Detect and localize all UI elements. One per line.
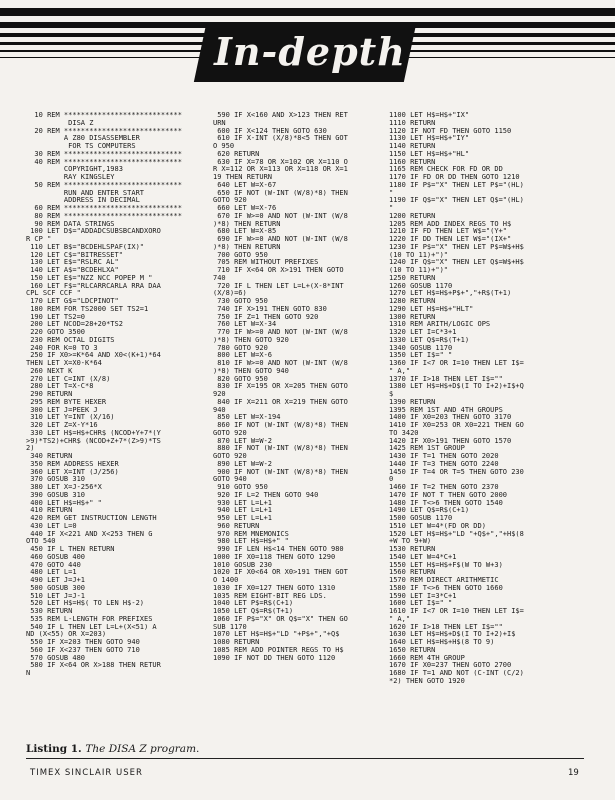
code-line: 260 NEXT K xyxy=(26,367,73,375)
code-line: 340 RETURN xyxy=(26,453,73,460)
code-line: 19 THEN RETURN xyxy=(213,174,273,181)
code-line: 1030 IF X0=127 THEN GOTO 1310 xyxy=(213,584,336,592)
code-line: RUN AND ENTER START xyxy=(26,189,145,197)
code-line: 860 IF NOT (W-INT (W/8)*8) THEN xyxy=(213,422,348,429)
code-line: 1560 RETURN xyxy=(389,569,436,577)
code-line: 110 LET B$="BCDEHLSPAF(IX)" xyxy=(26,243,145,251)
code-line: 20 REM **************************** xyxy=(26,127,182,135)
code-line: 10 REM **************************** xyxy=(26,112,182,119)
code-line: 1350 LET I$=" " xyxy=(389,352,453,360)
caption-text: The DISA Z program. xyxy=(85,743,200,755)
code-line: 1410 IF X0=253 OR X0=221 THEN GO xyxy=(389,422,524,429)
code-line: 1040 LET P$=R$(C+1) xyxy=(213,600,294,608)
code-line: 1080 RETURN xyxy=(213,639,260,646)
code-line: 370 GOSUB 310 xyxy=(26,476,86,484)
code-line: ND (X<55) OR X=203) xyxy=(26,631,107,639)
code-line: 705 REM WITHOUT PREFIXES xyxy=(213,259,319,267)
code-line: 410 RETURN xyxy=(26,507,73,515)
listing-column-2 xyxy=(213,112,393,662)
caption-label: Listing 1. xyxy=(26,743,82,755)
header-stripe xyxy=(0,8,615,16)
code-line: 1380 LET H$=H$+D$(I TO I+2)+I$+Q xyxy=(389,383,524,391)
code-line: 480 LET L=1 xyxy=(26,569,77,577)
code-line: 910 GOTO 950 xyxy=(213,484,268,491)
code-line: 510 LET J=J-1 xyxy=(26,592,86,600)
code-line: 1130 LET H$=H$+"IY" xyxy=(389,135,470,143)
code-line: 520 LET H$=H$( TO LEN H$-2) xyxy=(26,600,145,608)
code-line: )*8) THEN RETURN xyxy=(213,243,281,251)
code-line: 1540 LET W=4*C+1 xyxy=(389,553,457,561)
code-line: 1660 REM 4TH GROUP xyxy=(389,654,465,662)
code-line: 1580 IF T<>6 THEN GOTO 1660 xyxy=(389,584,503,592)
code-line: (X/8)=6) xyxy=(213,290,247,298)
code-line: 870 LET W=W-2 xyxy=(213,437,273,445)
code-line: R CP " xyxy=(26,236,52,243)
code-line: DISA Z xyxy=(26,119,94,127)
listing-caption xyxy=(26,743,199,755)
code-line: 310 LET Y=INT (X/16) xyxy=(26,414,115,422)
code-line: 1670 IF X0=237 THEN GOTO 2700 xyxy=(389,662,512,670)
code-line: 1570 REM DIRECT ARITHMETIC xyxy=(389,577,499,584)
code-line: OTO 540 xyxy=(26,538,56,546)
code-line: R X=112 OR X=113 OR X=118 OR X=1 xyxy=(213,166,348,174)
code-line: 1460 IF T=2 THEN GOTO 2370 xyxy=(389,484,499,491)
code-line: 750 IF Z=1 THEN GOTO 920 xyxy=(213,313,319,321)
code-line: 740 xyxy=(213,274,226,282)
code-line: 1610 IF I<7 OR I=10 THEN LET I$= xyxy=(389,608,524,615)
code-line: CPL SCF CCF " xyxy=(26,290,81,298)
code-line: 460 GOSUB 400 xyxy=(26,553,86,561)
code-line: 900 IF NOT (W-INT (W/8)*8) THEN xyxy=(213,468,348,476)
code-line: 1250 RETURN xyxy=(389,274,436,282)
code-line: 1500 GOSUB 1170 xyxy=(389,515,453,522)
code-line: 610 IF X-INT (X/8)*8<5 THEN GOT xyxy=(213,135,348,143)
code-line: O 1400 xyxy=(213,577,239,584)
code-line: THEN LET X=X0-K*64 xyxy=(26,360,102,367)
code-line: 180 REM FOR TS2000 SET TS2=1 xyxy=(26,305,149,313)
code-line: 535 REM L-LENGTH FOR PREFIXES xyxy=(26,615,153,623)
code-line: 230 REM OCTAL DIGITS xyxy=(26,336,115,344)
code-line: 740 IF X>191 THEN GOTO 830 xyxy=(213,305,327,313)
code-line: 1650 RETURN xyxy=(389,646,436,654)
code-line: 1240 IF Q$="X" THEN LET Q$=W$+H$ xyxy=(389,259,524,267)
code-line: RAY KINGSLEY xyxy=(26,174,115,181)
code-line: 840 IF X=211 OR X=219 THEN GOTO xyxy=(213,398,348,406)
code-line: 1425 REM 1ST GROUP xyxy=(389,445,465,453)
code-line: 1320 LET I=C*3+1 xyxy=(389,329,457,336)
code-line: 690 IF W>=0 AND NOT (W-INT (W/8 xyxy=(213,236,348,243)
code-line: 1470 IF NOT T THEN GOTO 2000 xyxy=(389,491,508,499)
code-line: 170 LET G$="LDCPINOT" xyxy=(26,298,119,305)
code-line: 140 LET A$="BCDEHLXA" xyxy=(26,267,119,274)
code-line: 1530 RETURN xyxy=(389,546,436,553)
code-line: 1020 IF X0<64 OR X0>191 THEN GOT xyxy=(213,569,348,577)
code-line: 190 LET TS2=0 xyxy=(26,313,86,321)
code-line: 1680 IF T=1 AND NOT (C-INT (C/2) xyxy=(389,670,524,677)
code-line: 450 IF L THEN RETURN xyxy=(26,546,115,553)
code-line: 1550 LET H$=H$+F$(W TO W+3) xyxy=(389,561,503,569)
code-line: 920 xyxy=(213,391,226,398)
code-line: 1230 IF P$="X" THEN LET P$=W$+H$ xyxy=(389,243,524,251)
code-line: 1050 LET Q$=R$(T+1) xyxy=(213,608,294,615)
code-line: $ xyxy=(389,391,394,398)
code-line: 320 LET Z=X-Y*16 xyxy=(26,422,98,429)
code-line: 420 REM GET INSTRUCTION LENGTH xyxy=(26,515,157,522)
code-line: 1000 IF X0=118 THEN GOTO 1290 xyxy=(213,553,336,561)
code-line: 380 LET X=J-256*X xyxy=(26,484,102,491)
code-line: 700 GOTO 950 xyxy=(213,251,268,259)
code-line: 1480 IF T<>6 THEN GOTO 1540 xyxy=(389,499,503,507)
code-line: 290 RETURN xyxy=(26,391,73,398)
code-line: 1370 IF I>18 THEN LET I$="" xyxy=(389,375,503,383)
code-line: (10 TO 11)+")" xyxy=(389,267,449,274)
code-line: O 950 xyxy=(213,143,235,150)
code-line: 1620 IF I>18 THEN LET I$="" xyxy=(389,623,503,631)
code-line: 640 LET W=X-67 xyxy=(213,181,277,189)
code-line: 770 IF W>=0 AND NOT (W-INT (W/8 xyxy=(213,329,348,336)
code-line: 1270 LET H$=H$+P$+","+R$(T+1) xyxy=(389,290,512,298)
code-line: 800 LET W=X-6 xyxy=(213,352,273,360)
code-line: COPYRIGHT,1983 xyxy=(26,166,123,174)
code-line: 1260 GOSUB 1170 xyxy=(389,282,453,290)
code-line: 400 LET H$=H$+" " xyxy=(26,499,102,507)
code-line: 990 IF LEN H$<14 THEN GOTO 980 xyxy=(213,546,344,553)
code-line: )*8) THEN GOTO 940 xyxy=(213,367,289,375)
code-line: 470 GOTO 440 xyxy=(26,561,81,569)
code-line: 960 RETURN xyxy=(213,522,260,530)
code-line: 30 REM **************************** xyxy=(26,150,182,158)
code-line: 580 IF X<64 OR X>188 THEN RETUR xyxy=(26,662,161,670)
code-line: " xyxy=(389,189,394,197)
code-line: 1300 RETURN xyxy=(389,313,436,321)
code-line: 1150 LET H$=H$+"HL" xyxy=(389,150,470,158)
code-line: 1640 LET H$=H$+H$(8 TO 9) xyxy=(389,639,495,646)
code-line: 850 LET W=X-194 xyxy=(213,414,281,422)
code-line: 330 LET H$=H$+CHR$ (NCOD+Y+7*(Y xyxy=(26,429,161,437)
code-line: 270 LET C=INT (X/8) xyxy=(26,375,111,383)
listing-column-1 xyxy=(26,112,216,678)
code-line: 590 IF X<160 AND X>123 THEN RET xyxy=(213,112,348,119)
code-line: 730 GOTO 950 xyxy=(213,298,268,305)
code-line: 1220 IF DD THEN LET W$="(IX+" xyxy=(389,236,512,243)
code-line: *2) THEN GOTO 1920 xyxy=(389,677,465,685)
code-line: 440 IF X<221 AND X<253 THEN G xyxy=(26,530,153,538)
code-line: " A," xyxy=(389,367,411,375)
code-line: 1170 IF FD OR DD THEN GOTO 1210 xyxy=(389,174,520,181)
code-line: 100 LET D$="ADDADCSUBSBCANDXORO xyxy=(26,228,161,236)
code-line: 1510 LET W=4*(FD OR DD) xyxy=(389,522,486,530)
code-line: 1110 RETURN xyxy=(389,119,436,127)
code-line: 940 LET L=L+1 xyxy=(213,507,273,515)
code-line: 1360 IF I<7 OR I=10 THEN LET I$= xyxy=(389,360,524,367)
footer-rule xyxy=(26,758,584,759)
code-line: 650 IF NOT (W-INT (W/8)*8) THEN xyxy=(213,189,348,197)
code-line: 560 IF X<237 THEN GOTO 710 xyxy=(26,646,140,654)
code-line: 1280 RETURN xyxy=(389,298,436,305)
code-line: 200 LET NCOD=28+20*TS2 xyxy=(26,321,123,329)
code-line: 550 IF X=203 THEN GOTO 940 xyxy=(26,639,140,646)
code-line: 1395 REM 1ST AND 4TH GROUPS xyxy=(389,406,503,414)
code-line: GOTO 920 xyxy=(213,453,247,460)
code-line: 720 IF L THEN LET L=L+(X-8*INT xyxy=(213,282,344,290)
code-line: (10 TO 11)+")" xyxy=(389,251,449,259)
code-line: 830 IF X=195 OR X=205 THEN GOTO xyxy=(213,383,348,391)
code-line: 1085 REM ADD POINTER REGS TO H$ xyxy=(213,646,344,654)
code-line: 80 REM **************************** xyxy=(26,212,182,220)
code-line: 1090 IF NOT DD THEN GOTO 1120 xyxy=(213,654,336,662)
code-line: 820 GOTO 950 xyxy=(213,375,268,383)
code-line: 600 IF X<124 THEN GOTO 630 xyxy=(213,127,327,135)
code-line: 1440 IF T=3 THEN GOTO 2240 xyxy=(389,460,499,468)
code-line: +W TO 9+W) xyxy=(389,538,432,546)
code-line: ADDRESS IN DECIMAL xyxy=(26,197,140,205)
code-line: 1060 IF P$="X" OR Q$="X" THEN GO xyxy=(213,615,348,623)
code-line: 930 LET L=L+1 xyxy=(213,499,273,507)
code-line: 1590 LET I=3*C+1 xyxy=(389,592,457,600)
code-line: 780 GOTO 920 xyxy=(213,344,268,352)
code-line: GOTO 940 xyxy=(213,476,247,484)
code-line: 1600 LET I$=" " xyxy=(389,600,453,608)
section-title: In-depth xyxy=(214,29,406,74)
code-line: 130 LET E$="RSLRC AL" xyxy=(26,259,119,267)
code-line: 760 LET W=X-34 xyxy=(213,321,277,329)
code-line: 295 REM BYTE HEXER xyxy=(26,398,107,406)
code-line: GOTO 920 xyxy=(213,197,247,205)
code-line: 570 GOSUB 480 xyxy=(26,654,86,662)
code-line: GOTO 920 xyxy=(213,429,247,437)
code-line: 300 LET J=PEEK J xyxy=(26,406,98,414)
code-line: 1070 LET H$=H$+"LD "+P$+","+Q$ xyxy=(213,631,340,639)
code-line: 630 IF X=78 OR X=102 OR X=110 O xyxy=(213,158,348,166)
code-line: 1340 GOSUB 1170 xyxy=(389,344,453,352)
code-line: 1310 REM ARITH/LOGIC OPS xyxy=(389,321,491,329)
page-number: 19 xyxy=(568,768,579,778)
code-line: 1430 IF T=1 THEN GOTO 2020 xyxy=(389,453,499,460)
code-line: 1630 LET H$=H$+D$(I TO I+2)+I$ xyxy=(389,631,516,639)
code-line: 530 RETURN xyxy=(26,608,73,615)
code-line: 880 IF NOT (W-INT (W/8)*8) THEN xyxy=(213,445,348,453)
code-line: 1165 REM CHECK FOR FD OR DD xyxy=(389,166,503,174)
listing-column-3 xyxy=(389,112,569,686)
code-line: 390 GOSUB 310 xyxy=(26,491,86,499)
code-line: 500 GOSUB 300 xyxy=(26,584,86,592)
code-line: )*8) THEN GOTO 920 xyxy=(213,336,289,344)
code-line: 90 REM DATA STRINGS xyxy=(26,220,115,228)
code-line: 220 GOTO 3500 xyxy=(26,329,86,336)
code-line: 1160 RETURN xyxy=(389,158,436,166)
code-line: 1120 IF NOT FD THEN GOTO 1150 xyxy=(389,127,512,135)
code-line: 1010 GOSUB 230 xyxy=(213,561,273,569)
code-line: 1420 IF X0>191 THEN GOTO 1570 xyxy=(389,437,512,445)
code-line: 1520 LET H$=H$+"LD "+Q$+","+H$(8 xyxy=(389,530,524,538)
code-line: 1400 IF X0=203 THEN GOTO 3170 xyxy=(389,414,512,422)
code-line: FOR TS COMPUTERS xyxy=(26,143,136,150)
code-line: 890 LET W=W-2 xyxy=(213,460,273,468)
code-line: 1190 IF Q$="X" THEN LET Q$="(HL) xyxy=(389,197,524,205)
code-line: 1035 REM EIGHT-BIT REG LDS. xyxy=(213,592,327,600)
code-line: 660 LET W=X-76 xyxy=(213,205,277,212)
code-line: " A," xyxy=(389,615,411,623)
code-line: 430 LET L=0 xyxy=(26,522,77,530)
code-line: SUB 1170 xyxy=(213,623,247,631)
code-line: N xyxy=(26,670,31,677)
code-line: 240 FOR K=0 TO 3 xyxy=(26,344,98,352)
code-line: 0 xyxy=(389,476,394,484)
code-line: 50 REM **************************** xyxy=(26,181,182,189)
code-line: 120 LET C$="BITRESSET" xyxy=(26,251,123,259)
code-line: 680 LET W=X-85 xyxy=(213,228,277,236)
code-line: TO 3420 xyxy=(389,429,419,437)
code-line: 40 REM **************************** xyxy=(26,158,182,166)
code-line: 920 IF L=2 THEN GOTO 940 xyxy=(213,491,319,499)
code-line: 1330 LET Q$=R$(T+1) xyxy=(389,336,470,344)
code-line: 1205 REM ADD INDEX REGS TO H$ xyxy=(389,220,512,228)
code-line: 540 IF L THEN LET L=L+(X<51) A xyxy=(26,623,157,631)
code-line: 1100 LET H$=H$+"IX" xyxy=(389,112,470,119)
code-line: 1490 LET Q$=R$(C+1) xyxy=(389,507,470,515)
code-line: 490 LET J=J+1 xyxy=(26,577,86,584)
code-line: 980 LET H$=H$+" " xyxy=(213,538,289,546)
code-line: 150 LET E$="NZZ NCC POPEP M " xyxy=(26,274,153,282)
code-line: 1140 RETURN xyxy=(389,143,436,150)
code-line: 160 LET F$="RLCARRCARLA RRA DAA xyxy=(26,282,161,290)
code-line: 670 IF W>=0 AND NOT (W-INT (W/8 xyxy=(213,212,348,220)
code-line: A Z80 DISASSEMBLER xyxy=(26,135,140,143)
code-line: 710 IF X<64 OR X>191 THEN GOTO xyxy=(213,267,344,274)
code-line: 1290 LET H$=H$+"HLT" xyxy=(389,305,474,313)
code-line: 360 LET X=INT (J/256) xyxy=(26,468,119,476)
code-line: 1450 IF T=4 OR T=5 THEN GOTO 230 xyxy=(389,468,524,476)
code-line: 1210 IF FD THEN LET W$="(Y+" xyxy=(389,228,508,236)
code-line: 60 REM **************************** xyxy=(26,205,182,212)
publication-name: TIMEX SINCLAIR USER xyxy=(30,768,143,778)
code-line: >9)*TS2)+CHR$ (NCOD+Z+7*(Z>9)*TS xyxy=(26,437,161,445)
code-line: 280 LET T=X-C*8 xyxy=(26,383,94,391)
code-line: 350 REM ADDRESS HEXER xyxy=(26,460,119,468)
code-line: 1200 RETURN xyxy=(389,212,436,220)
code-line: 940 xyxy=(213,406,226,414)
code-line: 620 RETURN xyxy=(213,150,260,158)
code-line: 250 IF X0>=K*64 AND X0<(K+1)*64 xyxy=(26,352,161,360)
code-line: " xyxy=(389,205,394,212)
code-line: 810 IF W>=0 AND NOT (W-INT (W/8 xyxy=(213,360,348,367)
code-line: 970 REM MNEMONICS xyxy=(213,530,289,538)
code-line: URN xyxy=(213,119,226,127)
code-line: 2) xyxy=(26,445,35,453)
code-line: 1180 IF P$="X" THEN LET P$="(HL) xyxy=(389,181,524,189)
code-line: 1390 RETURN xyxy=(389,398,436,406)
code-line: 950 LET L=L+1 xyxy=(213,515,273,522)
code-line: )*8) THEN RETURN xyxy=(213,220,281,228)
